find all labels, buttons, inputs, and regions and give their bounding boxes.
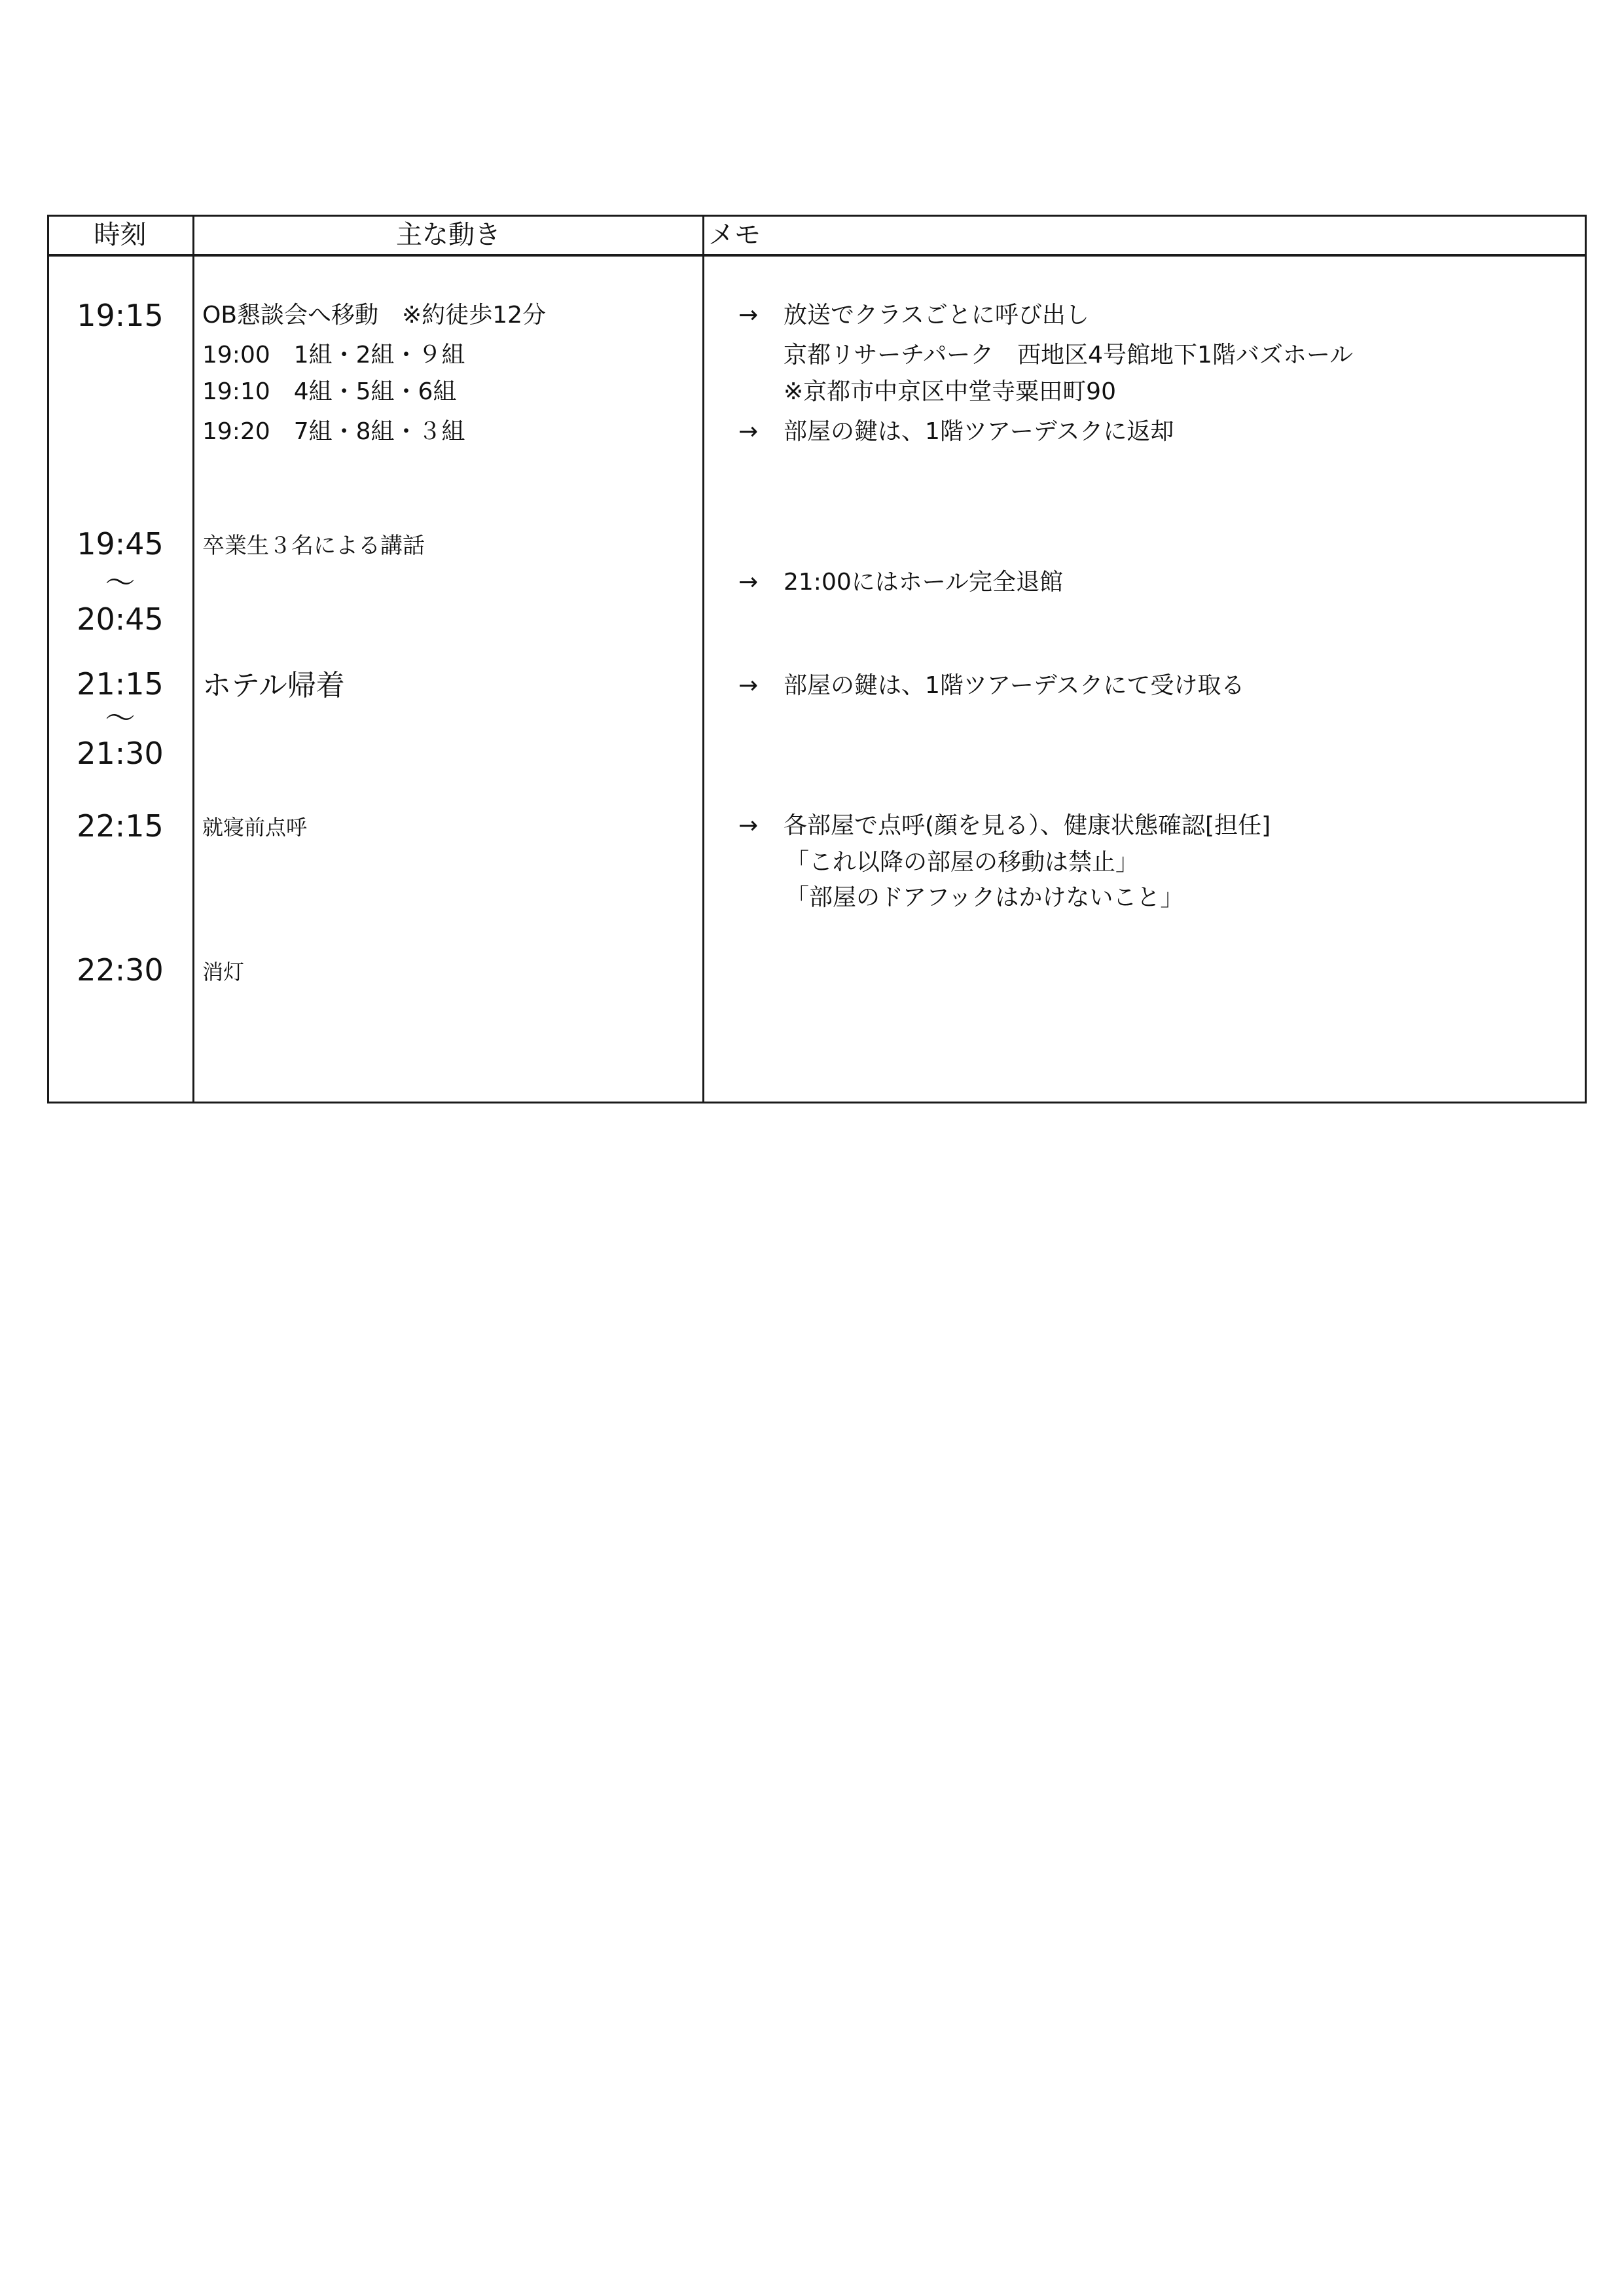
movement-text: 19:20 7組・8組・３組: [202, 418, 465, 445]
arrow-icon: →: [738, 569, 759, 596]
arrow-icon: →: [738, 418, 759, 445]
time-cell: 21:15: [77, 666, 164, 702]
memo-text: 「これ以降の部屋の移動は禁止」: [785, 849, 1140, 876]
arrow-icon: →: [738, 672, 759, 699]
header-time: 時刻: [94, 220, 147, 250]
time-cell: 19:15: [77, 298, 164, 333]
memo-text: 部屋の鍵は、1階ツアーデスクにて受け取る: [784, 672, 1245, 699]
movement-text: 消灯: [202, 960, 245, 984]
memo-text: 京都リサーチパーク 西地区4号館地下1階バズホール: [784, 342, 1354, 368]
memo-text: 放送でクラスごとに呼び出し: [784, 302, 1089, 329]
time-range-tilde: ～: [105, 700, 135, 736]
movement-text: 19:10 4組・5組・6組: [202, 378, 457, 405]
time-cell: 22:15: [77, 808, 164, 844]
movement-text: 就寝前点呼: [202, 815, 308, 840]
movement-text: 卒業生３名による講話: [202, 533, 425, 559]
time-cell: 22:30: [77, 952, 164, 988]
header-movement: 主な動き: [396, 220, 501, 250]
movement-text: 19:00 1組・2組・９組: [202, 342, 465, 368]
memo-text: 21:00にはホール完全退館: [784, 569, 1064, 596]
table-border-top: [47, 215, 1587, 217]
time-range-tilde: ～: [105, 565, 135, 600]
column-divider-2: [702, 215, 704, 1103]
time-cell: 20:45: [77, 601, 164, 637]
header-divider: [47, 254, 1587, 257]
memo-text: ※京都市中京区中堂寺粟田町90: [784, 378, 1116, 405]
table-border-right: [1585, 215, 1587, 1103]
movement-text: ホテル帰着: [202, 669, 345, 702]
memo-text: 「部屋のドアフックはかけないこと」: [785, 884, 1184, 911]
header-memo: メモ: [708, 220, 761, 250]
movement-text: OB懇談会へ移動 ※約徒歩12分: [202, 302, 547, 329]
memo-text: 各部屋で点呼(顔を見る）、健康状態確認[担任]: [784, 812, 1271, 839]
table-border-bottom: [47, 1102, 1587, 1103]
time-cell: 19:45: [77, 526, 164, 562]
arrow-icon: →: [738, 302, 759, 329]
time-cell: 21:30: [77, 736, 164, 771]
arrow-icon: →: [738, 812, 759, 839]
memo-text: 部屋の鍵は、1階ツアーデスクに返却: [784, 418, 1174, 445]
